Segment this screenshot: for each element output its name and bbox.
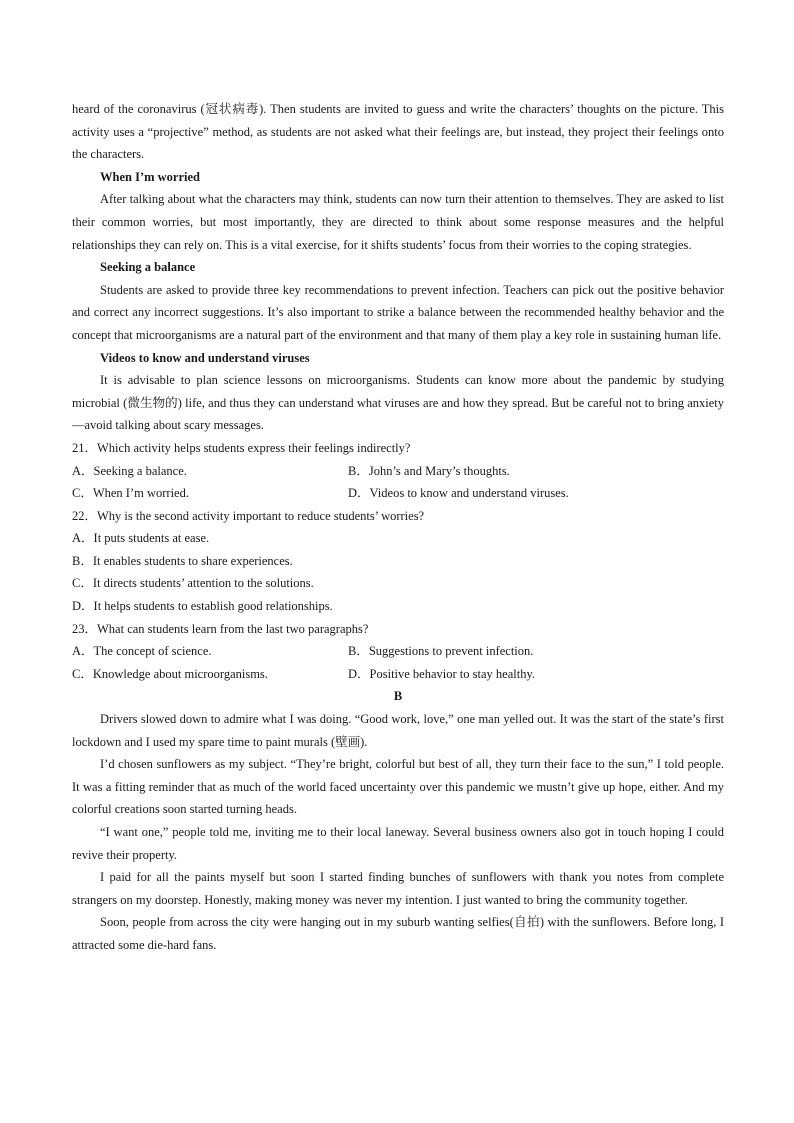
passage-b-paragraph-3: “I want one,” people told me, inviting me to their local laneway. Several business owners also got in touch hoping I could revive their property.: [72, 825, 724, 862]
question-23-options-row-1: [72, 640, 724, 663]
question-22-option-d[interactable]: D．It helps students to establish good relationships.: [72, 599, 333, 614]
question-23-option-b[interactable]: B．Suggestions to prevent infection.: [348, 644, 534, 659]
question-22: [72, 505, 724, 618]
question-22-stem: 22．Why is the second activity important to reduce students’ worries?: [72, 508, 425, 523]
question-22-option-c[interactable]: C．It directs students’ attention to the solutions.: [72, 576, 314, 591]
question-21-stem: 21．Which activity helps students express their feelings indirectly?: [72, 440, 411, 455]
question-21-option-b[interactable]: B．John’s and Mary’s thoughts.: [348, 463, 510, 478]
heading-videos: Videos to know and understand viruses: [100, 350, 310, 365]
question-22-option-b[interactable]: B．It enables students to share experiences.: [72, 553, 293, 568]
question-21-option-d[interactable]: D．Videos to know and understand viruses.: [348, 486, 569, 501]
question-21-options-row-2: [72, 482, 724, 505]
question-23: [72, 618, 724, 686]
question-21-option-c[interactable]: C．When I’m worried.: [72, 486, 189, 501]
passage-b-paragraph-2: I’d chosen sunflowers as my subject. “They’re bright, colorful but best of all, they turn their face to the sun,” I told people. It was a fitting reminder that as much of the world faced uncertainty over this pandemic we mustn’t give up hope, either. And my colorful creations soon started turning heads.: [72, 757, 724, 817]
passage-a-videos-paragraph: It is advisable to plan science lessons on microorganisms. Students can know more about the pandemic by studying microbial (微生物的) life, and thus they can understand what viruses are and how they spread. But be careful not to bring anxiety—avoid talking about scary messages.: [72, 373, 724, 433]
page-content: [72, 98, 724, 957]
passage-a-worried-paragraph: After talking about what the characters may think, students can now turn their attention to themselves. They are asked to list their common worries, but most importantly, they are directed to think about some response measures and the helpful relationships they can rely on. This is a vital exercise, for it shifts students’ focus from their worries to the coping strategies.: [72, 192, 724, 252]
heading-when-worried: When I’m worried: [100, 169, 200, 184]
heading-seeking-balance: Seeking a balance: [100, 260, 196, 275]
passage-b-paragraph-4: I paid for all the paints myself but soon I started finding bunches of sunflowers with thank you notes from complete strangers on my doorstep. Honestly, making money was never my intention. I just wanted to bring the community together.: [72, 870, 724, 907]
passage-b-paragraph-5: Soon, people from across the city were hanging out in my suburb wanting selfies(自拍) with the sunflowers. Before long, I attracted some die-hard fans.: [72, 915, 724, 952]
question-23-stem: 23．What can students learn from the last two paragraphs?: [72, 621, 369, 636]
question-21: [72, 437, 724, 505]
question-23-option-d[interactable]: D．Positive behavior to stay healthy.: [348, 666, 536, 681]
question-22-option-a[interactable]: A．It puts students at ease.: [72, 531, 210, 546]
passage-a-balance-paragraph: Students are asked to provide three key recommendations to prevent infection. Teachers can pick out the positive behavior and correct any incorrect suggestions. It’s also important to strike a balance between the recommended healthy behavior and the concept that microorganisms are a natural part of the environment and that many of them play a key role in sustaining human life.: [72, 282, 724, 342]
question-21-options-row-1: [72, 460, 724, 483]
question-23-option-a[interactable]: A．The concept of science.: [72, 644, 212, 659]
passage-b-label: B: [393, 689, 403, 704]
passage-b-paragraph-1: Drivers slowed down to admire what I was doing. “Good work, love,” one man yelled out. It was the start of the state’s first lockdown and I used my spare time to paint murals (壁画).: [72, 712, 724, 749]
passage-a-intro-paragraph: heard of the coronavirus (冠状病毒). Then students are invited to guess and write the characters’ thoughts on the picture. This activity uses a “projective” method, as students are not asked what their feelings are, but instead, they project their feelings onto the characters.: [72, 102, 724, 162]
question-21-option-a[interactable]: A．Seeking a balance.: [72, 463, 187, 478]
question-23-option-c[interactable]: C．Knowledge about microorganisms.: [72, 666, 268, 681]
question-23-options-row-2: [72, 663, 724, 686]
